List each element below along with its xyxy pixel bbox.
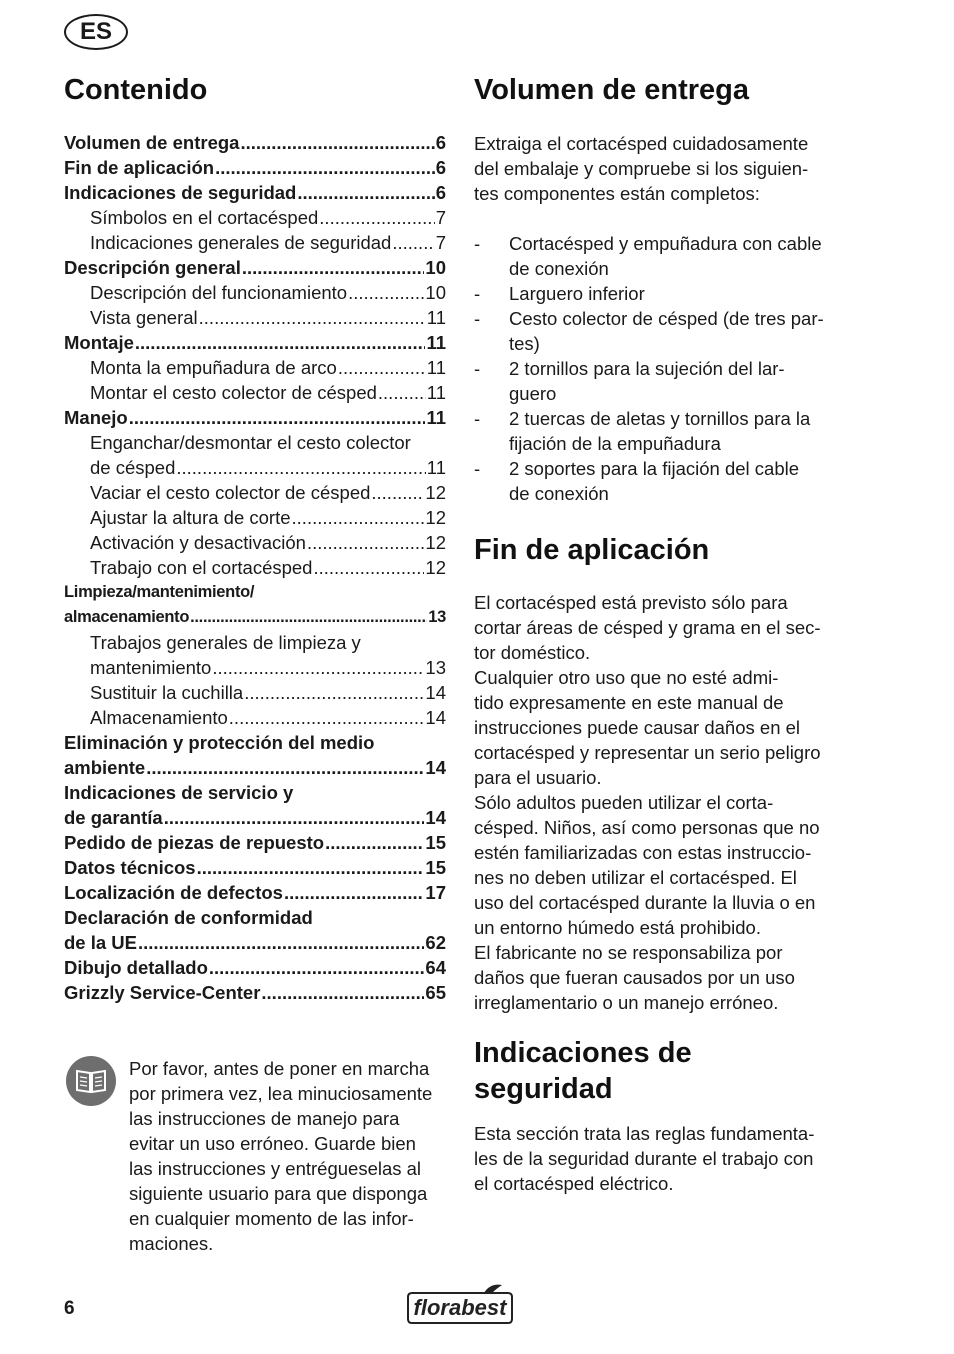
contents-column <box>64 72 446 1005</box>
delivery-item: - 2 soportes para la fijación del cable de conexión <box>474 458 800 504</box>
toc-entry-page: 11 <box>426 407 446 428</box>
toc-entry <box>64 730 446 755</box>
toc-entry-page: 15 <box>425 857 446 878</box>
safety-title: Indicaciones de seguridad <box>474 1037 692 1105</box>
toc-entry <box>64 955 446 980</box>
toc-leader-dots <box>244 680 424 705</box>
toc-entry-label: Pedido de piezas de repuesto <box>64 832 325 853</box>
toc-entry-page: 12 <box>425 507 446 528</box>
toc-entry <box>64 780 446 805</box>
toc-leader-dots <box>371 480 424 505</box>
toc-entry-page: 17 <box>425 882 446 903</box>
toc-entry <box>64 280 446 305</box>
toc-entry-label: Montaje <box>64 332 134 353</box>
toc-entry <box>64 505 446 530</box>
book-icon <box>66 1056 116 1106</box>
toc-leader-dots <box>209 955 425 980</box>
toc-leader-dots <box>392 230 434 255</box>
toc-entry-page: 7 <box>435 232 446 253</box>
toc-entry-page: 14 <box>425 682 446 703</box>
toc-entry-label: de garantía <box>64 807 163 828</box>
toc-leader-dots <box>138 930 424 955</box>
toc-entry-label: Indicaciones generales de seguridad <box>90 232 392 253</box>
toc-entry-label: Montar el cesto colector de césped <box>90 382 377 403</box>
toc-entry-label: Eliminación y protección del medio <box>64 732 375 753</box>
toc-entry-label: Indicaciones de seguridad <box>64 182 297 203</box>
toc-entry <box>64 705 446 730</box>
toc-leader-dots <box>313 555 424 580</box>
toc-entry <box>64 430 446 455</box>
toc-entry-label: Limpieza/mantenimiento/ <box>64 583 255 601</box>
toc-leader-dots <box>297 180 434 205</box>
toc-leader-dots <box>197 855 425 880</box>
toc-entry-label: ambiente <box>64 757 146 778</box>
toc-entry-page: 14 <box>425 807 446 828</box>
toc-entry-page: 7 <box>435 207 446 228</box>
toc-leader-dots <box>338 355 426 380</box>
toc-entry <box>64 230 446 255</box>
list-dash: - <box>474 233 481 254</box>
toc-entry-label: Declaración de conformidad <box>64 907 313 928</box>
language-badge: ES <box>64 14 128 50</box>
toc-entry-label: Dibujo detallado <box>64 957 208 978</box>
purpose-text: El cortacésped está previsto sólo para cortar áreas de césped y grama en el sec- tor doméstico. Cualquier otro uso que no esté admi- tido expresamente en este manual de instrucciones puede causar daños en el cortacésped y representar un serio peligro para el usuario. Sólo adultos pueden utilizar el corta- césped. Niños, así como personas que no estén familiarizadas con estas instruccio- nes no deben utilizar el cortacésped. El uso del cortacésped durante la lluvia o en un entorno húmedo está prohibido. El fabricante no se responsabiliza por daños que fueran causados por un uso irreglamentario o un manejo erróneo. <box>474 592 821 1013</box>
florabest-logo <box>404 1283 516 1327</box>
toc-entry-label: Vaciar el cesto colector de césped <box>90 482 371 503</box>
toc-entry <box>64 905 446 930</box>
toc-entry-page: 13 <box>425 657 446 678</box>
list-dash: - <box>474 308 481 329</box>
toc-entry-label: Sustituir la cuchilla <box>90 682 244 703</box>
page-number: 6 <box>64 1298 75 1319</box>
toc-entry-label: almacenamiento <box>64 608 190 626</box>
toc-leader-dots <box>242 255 425 280</box>
toc-entry <box>64 755 446 780</box>
toc-entry <box>64 605 446 630</box>
toc-entry <box>64 480 446 505</box>
toc-leader-dots <box>190 605 427 630</box>
toc-entry-label: Ajustar la altura de corte <box>90 507 291 528</box>
list-dash: - <box>474 458 481 479</box>
toc-entry-label: Fin de aplicación <box>64 157 215 178</box>
list-dash: - <box>474 283 481 304</box>
toc-entry-label: Manejo <box>64 407 128 428</box>
toc-entry-label: Indicaciones de servicio y <box>64 782 294 803</box>
toc-entry-page: 12 <box>425 532 446 553</box>
toc-leader-dots <box>378 380 426 405</box>
toc-entry <box>64 930 446 955</box>
toc-entry <box>64 805 446 830</box>
toc-leader-dots <box>199 305 426 330</box>
toc-entry <box>64 205 446 230</box>
toc-leader-dots <box>292 505 425 530</box>
toc-entry <box>64 530 446 555</box>
toc-entry-label: Datos técnicos <box>64 857 196 878</box>
toc-entry-label: de césped <box>90 457 176 478</box>
toc-entry-label: Monta la empuñadura de arco <box>90 357 337 378</box>
toc-entry <box>64 580 446 605</box>
toc-entry-label: Activación y desactivación <box>90 532 306 553</box>
toc-entry-label: Descripción del funcionamiento <box>90 282 348 303</box>
toc-entry <box>64 130 446 155</box>
toc-entry-page: 62 <box>425 932 446 953</box>
toc-entry-label: de la UE <box>64 932 137 953</box>
toc-entry-label: Descripción general <box>64 257 241 278</box>
toc-entry <box>64 155 446 180</box>
toc-entry-label: Trabajo con el cortacésped <box>90 557 313 578</box>
toc-leader-dots <box>129 405 426 430</box>
table-of-contents <box>64 130 446 1005</box>
delivery-item: - Larguero inferior <box>474 283 645 304</box>
toc-leader-dots <box>135 330 426 355</box>
list-dash: - <box>474 358 481 379</box>
delivery-list <box>474 231 866 506</box>
toc-entry <box>64 680 446 705</box>
toc-leader-dots <box>215 155 435 180</box>
toc-leader-dots <box>146 755 424 780</box>
toc-entry <box>64 830 446 855</box>
purpose-title: Fin de aplicación <box>474 534 710 566</box>
toc-entry-page: 11 <box>426 457 446 478</box>
toc-entry-label: mantenimiento <box>90 657 212 678</box>
toc-leader-dots <box>240 130 434 155</box>
toc-leader-dots <box>229 705 425 730</box>
toc-entry-page: 10 <box>425 282 446 303</box>
toc-leader-dots <box>307 530 424 555</box>
toc-entry-label: Trabajos generales de limpieza y <box>90 632 361 653</box>
toc-entry <box>64 980 446 1005</box>
toc-leader-dots <box>284 880 424 905</box>
toc-entry <box>64 655 446 680</box>
toc-entry-page: 15 <box>425 832 446 853</box>
toc-entry <box>64 880 446 905</box>
toc-entry-label: Almacenamiento <box>90 707 228 728</box>
toc-entry <box>64 255 446 280</box>
toc-leader-dots <box>325 830 424 855</box>
toc-entry-page: 6 <box>435 132 446 153</box>
delivery-intro: Extraiga el cortacésped cuidadosamente del embalaje y compruebe si los siguien- tes componentes están completos: <box>474 133 809 204</box>
toc-leader-dots <box>348 280 424 305</box>
toc-entry-page: 12 <box>425 482 446 503</box>
toc-leader-dots <box>261 980 424 1005</box>
toc-entry <box>64 380 446 405</box>
toc-entry <box>64 555 446 580</box>
toc-entry <box>64 630 446 655</box>
toc-entry <box>64 405 446 430</box>
toc-entry <box>64 305 446 330</box>
toc-entry-page: 14 <box>425 707 446 728</box>
toc-entry-page: 10 <box>425 257 446 278</box>
toc-entry-page: 11 <box>426 332 446 353</box>
toc-entry-page: 13 <box>428 608 446 626</box>
toc-leader-dots <box>164 805 425 830</box>
toc-leader-dots <box>176 455 425 480</box>
toc-entry-label: Vista general <box>90 307 198 328</box>
toc-entry <box>64 455 446 480</box>
safety-text: Esta sección trata las reglas fundamenta- les de la seguridad durante el trabajo con el cortacésped eléctrico. <box>474 1123 815 1194</box>
toc-entry-label: Volumen de entrega <box>64 132 240 153</box>
toc-entry-page: 6 <box>435 157 446 178</box>
toc-entry <box>64 355 446 380</box>
toc-entry-page: 11 <box>426 382 446 403</box>
logo-text: florabest <box>413 1295 507 1320</box>
toc-entry-page: 11 <box>426 307 446 328</box>
note-text: Por favor, antes de poner en marcha por primera vez, lea minuciosamente las instrucciones de manejo para evitar un uso erróneo. Guarde bien las instrucciones y entrégueselas al siguiente usuario para que disponga en cualquier momento de las infor- maciones. <box>129 1058 433 1254</box>
toc-entry-page: 11 <box>426 357 446 378</box>
toc-entry-label: Símbolos en el cortacésped <box>90 207 319 228</box>
toc-entry-page: 64 <box>425 957 446 978</box>
delivery-item: - 2 tuercas de aletas y tornillos para la fijación de la empuñadura <box>474 408 811 454</box>
contents-title: Contenido <box>64 74 208 106</box>
toc-entry-label: Localización de defectos <box>64 882 283 903</box>
toc-entry <box>64 855 446 880</box>
toc-leader-dots <box>319 205 434 230</box>
toc-entry-page: 12 <box>425 557 446 578</box>
toc-entry <box>64 330 446 355</box>
toc-entry-page: 6 <box>435 182 446 203</box>
content-column <box>474 72 866 1196</box>
toc-entry <box>64 180 446 205</box>
delivery-item: - Cortacésped y empuñadura con cable de conexión <box>474 233 822 279</box>
list-dash: - <box>474 408 481 429</box>
toc-entry-page: 14 <box>425 757 446 778</box>
toc-entry-label: Enganchar/desmontar el cesto colector <box>90 432 411 453</box>
delivery-title: Volumen de entrega <box>474 74 750 106</box>
toc-leader-dots <box>212 655 424 680</box>
delivery-item: - Cesto colector de césped (de tres par- tes) <box>474 308 824 354</box>
toc-entry-label: Grizzly Service-Center <box>64 982 261 1003</box>
delivery-item: - 2 tornillos para la sujeción del lar- guero <box>474 358 785 404</box>
toc-entry-page: 65 <box>425 982 446 1003</box>
